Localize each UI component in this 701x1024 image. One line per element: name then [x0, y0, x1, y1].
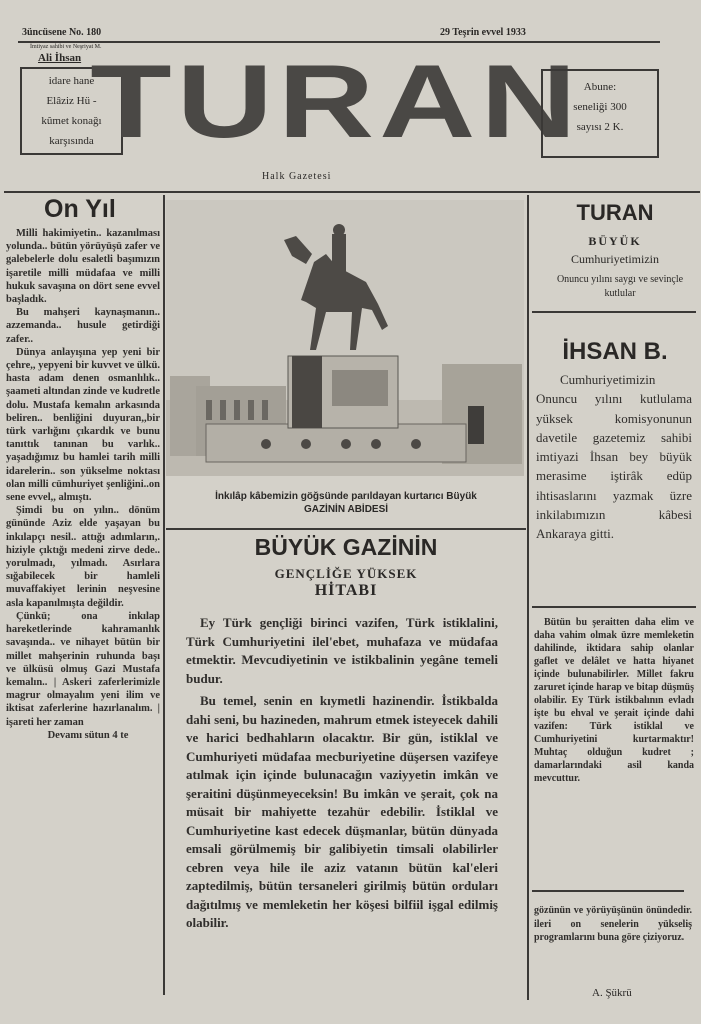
top-rule: [18, 41, 660, 43]
right-rule-3: [532, 890, 684, 892]
center-paragraph: Ey Türk gençliği birinci vazifen, Türk istiklalini, Türk Cumhuriyetini ilel'ebet, muhafaza ve müdafaa etmektir. Mevcudiyetinin ve istikbalinin yegâne temeli budur.: [186, 615, 498, 686]
left-article-title: On Yıl: [44, 195, 116, 223]
subscription-line: seneliği 300: [573, 101, 627, 113]
masthead-subtitle: Halk Gazetesi: [262, 171, 332, 182]
center-article-subtitle: GENÇLİĞE YÜKSEK: [274, 566, 418, 581]
column-rule-right: [527, 195, 529, 1000]
right-note-body: [534, 616, 694, 785]
right-rule-2: [532, 606, 696, 608]
right-line: BÜYÜK: [588, 234, 642, 248]
center-article-body: [186, 614, 498, 1002]
left-paragraph: Şimdi bu on yılın.. dönüm gününde Aziz elde yaşayan bu inkılapçı nesil.. attığı adımların,. hiziyle çıktığı medeni zirve dede.. yorulmadı, yılmadı. Asırlara sığabilecek bir hamleli muvaffakiyet lerinin neşvesine asla kapanılmışta değildir.: [6, 505, 160, 609]
address-line: idare hane: [48, 75, 95, 87]
monument-illustration: [166, 200, 524, 476]
ad-body: [536, 370, 692, 544]
continued-note: Devamı sütun 4 te: [47, 729, 129, 741]
right-note2-paragraph: gözünün ve yörüyüşünün önündedir. ileri on senelerin yükseliş programlarını buna göre çiziyoruz.: [534, 905, 692, 943]
photo-caption: [166, 490, 526, 516]
issue-date: 29 Teşrin evvel 1933: [440, 27, 526, 38]
masthead-rule: [4, 191, 700, 193]
monument-photo: [166, 200, 524, 476]
right-rule-1: [532, 311, 696, 313]
left-article-body: [6, 227, 160, 997]
left-paragraph: Milli hakimiyetin.. kazanılması yolunda.. bütün yörüyüşü zafer ve galebelerle dolu esaletli başımızın işaretile milli müdafaa ve milli hukuk savaşına on dört sene evvel başladık.: [6, 228, 160, 306]
caption-line: GAZİNİN ABİDESİ: [303, 504, 389, 515]
owner-name: Ali İhsan: [38, 52, 82, 64]
right-line: Onuncu yılını saygı ve sevinçle kutlular: [556, 274, 684, 299]
address-line: Elâziz Hü -: [46, 95, 97, 107]
right-note2-body: [534, 904, 692, 945]
left-paragraph: Çünkü; ona inkılap hareketlerinde kahramanlık savaşında.. ve nihayet bütün bir millet mahşerinin ruhunda başı ve ülküsü olmuş Gazi Mustafa kemalın.. | Askeri zaferlerimizle magrur olmayalım yeni ilim ve iktisat zaferlerine hazırlanalım. | işareti her zaman: [6, 610, 160, 728]
ad-title: İHSAN B.: [562, 338, 668, 365]
photo-rule: [166, 528, 526, 530]
address-line: karşısında: [49, 135, 94, 147]
left-paragraph: Dünya anlayışına yep yeni bir çehre,, yepyeni bir kuvvet ve ülkü. hasta adam denen osmanlılık.. şaameti altından zinde ve kudretle dolu. Mustafa kemalın arkasında beliren.. benliğini duyuran,,bir türk varlığını çıkardık ve bunu tanıttık tanınan bu varlık.. yaşadığımız bu hamlei tarih milli idarelerin.. son yükselme noktası olan milli cümhuriyet şenliğini..on sene evvel,, almıştı.: [6, 346, 160, 504]
ad-paragraph: Cumhuriyetimizin Onuncu yılını kutlulama yüksek komisyonunun davetile gazetemiz sahibi imtiyazi İhsan bey büyük merasime iştirâk edüp ihtisaslarını yazmak üzre inkilabımızın kâbesi Ankaraya gitti.: [536, 372, 692, 542]
right-note-paragraph: Bütün bu şeraitten daha elim ve daha vahim olmak üzre memleketin dahilinde, iktidara sahip olanlar gaflet ve delâlet ve hatta hiyanet içinde bulunabilirler. Millet fakru zaruret içinde harap ve bitap düşmüş olabilir. Ey Türk istikbalının evladı işte bu ehval ve şerait içinde dahi vazifen: Türk istiklal ve Cumhuriyetini kurtarmaktır! Muhtaç olduğun kudret ; damarlarındaki asil kanda mevcuttur.: [534, 617, 694, 784]
left-paragraph: Bu mahşeri kaynaşmanın.. azzemanda.. husule getirdiği zafer..: [6, 307, 160, 345]
caption-line: İnkılâp kâbemizin göğsünde parıldayan kurtarıcı Büyük: [215, 491, 477, 502]
subscription-box: [541, 69, 659, 158]
masthead-title: TURAN: [90, 44, 582, 160]
center-paragraph: Bu temel, senin en kıymetli hazinendir. İstikbalda dahi seni, bu hazineden, mahrum etmek isteyecek dahili ve harici bedhahların olacaktır. Bir gün, istiklal ve Cumhuriyeti müdafaa mecburiyetine düşersen vazifeye atılmak için içinde bulunacağın vaziyyetin imkân ve şeraitini düşünmeyeceksin! Bu imkân ve şerait, çok na müsait bir mahiyette tezahür edebilir. İstiklal ve Cumhuriyetine kast edecek düşmanlar, bütün dünyada emsali görülmemiş bir galibiyetin timsali olabilirler cebren veya hile ile aziz vatanın bütün kal'eleri zaptedilmiş, bütün tersaneleri girilmiş bütün orduları dağıtılmış ve memleketin her köşesi bilfiil işgal edilmiş olabilir.: [186, 693, 498, 930]
right-line: Cumhuriyetimizin: [571, 252, 659, 266]
owner-label: İmtiyaz sahibi ve Neşriyat M.: [30, 44, 102, 50]
column-rule-left: [163, 195, 165, 995]
address-line: kûmet konağı: [41, 115, 102, 127]
issue-number: 3üncüsene No. 180: [22, 27, 102, 38]
center-article-subtitle: HİTABI: [314, 582, 378, 599]
signature: A. Şükrü: [592, 987, 632, 999]
center-article-title: BÜYÜK GAZİNİN: [254, 534, 438, 560]
subscription-line: sayısı 2 K.: [576, 121, 624, 133]
right-title: TURAN: [576, 200, 654, 225]
subscription-line: Abune:: [583, 81, 617, 93]
